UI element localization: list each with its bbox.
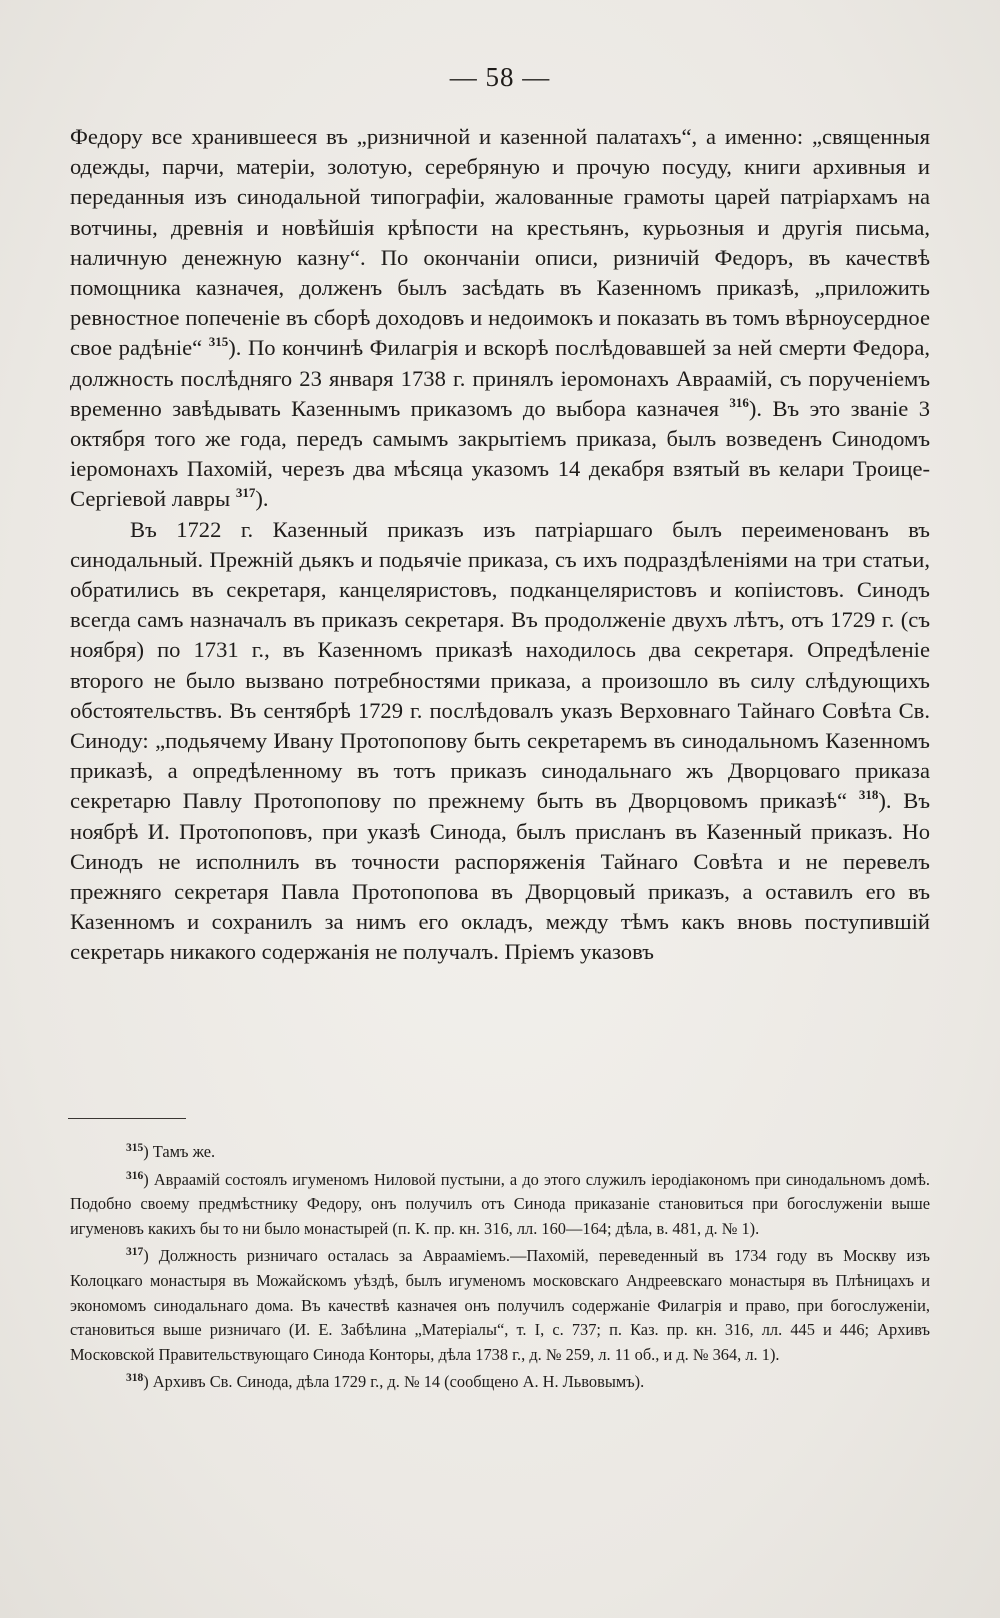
footnotes: [70, 1138, 930, 1395]
main-text: [70, 122, 930, 968]
footnote-ref-318: 318: [858, 787, 879, 803]
footnote-text: ) Должность ризничаго осталась за Аврааміемъ.—Пахомій, переведенный въ 1734 году въ Москву изъ Колоцкаго монастыря въ Можайскомъ уѣздѣ, былъ игуменомъ московскаго Андреевскаго монастыря въ Плѣницахъ и экономомъ синодальнаго дома. Въ качествѣ казначея онъ получилъ содержаніе Филагрія и право, при богослуженіи, становиться выше ризничаго (И. Е. Забѣлина „Матеріалы“, т. I, с. 737; п. Каз. пр. кн. 316, лл. 445 и 446; Архивъ Московской Правительствующаго Синода Конторы, дѣла 1738 г., д. № 259, л. 11 об., и д. № 364, л. 1).: [70, 1246, 930, 1364]
footnote-text: ) Архивъ Св. Синода, дѣла 1729 г., д. № 14 (сообщено А. Н. Львовымъ).: [143, 1372, 645, 1392]
footnote-number: 315: [126, 1142, 144, 1154]
text-segment: ). По кончинѣ Филагрія и вскорѣ послѣдовавшей за ней смерти Федора, должность послѣдняго 23 января 1738 г. принялъ іеромонахъ Авраамій, съ порученіемъ временно завѣдывать Казеннымъ приказомъ до выбора казначея: [70, 335, 930, 421]
paragraph-2: [70, 515, 930, 968]
footnote-divider: [68, 1118, 186, 1119]
text-segment: ). Въ это званіе 3 октября того же года, передъ самымъ закрытіемъ приказа, былъ возведенъ Синодомъ іеромонахъ Пахомій, черезъ два мѣсяца указомъ 14 декабря взятый въ келари Троице-Сергіевой лавры: [70, 395, 931, 512]
footnote-315: [70, 1140, 930, 1165]
text-segment: Въ 1722 г. Казенный приказъ изъ патріаршаго былъ переименованъ въ синодальный. Прежній дьякъ и подьячіе приказа, съ ихъ подраздѣленіями на три статьи, обратились въ секретаря, канцеляристовъ, подканцеляристовъ и копіистовъ. Синодъ всегда самъ назначалъ въ приказъ секретаря. Въ продолженіе двухъ лѣтъ, отъ 1729 г. (съ ноября) по 1731 г., въ Казенномъ приказѣ находилось два секретаря. Опредѣленіе второго не было вызвано потребностями приказа, а произошло въ силу слѣдующихъ обстоятельствъ. Въ сентябрѣ 1729 г. послѣдовалъ указъ Верховнаго Тайнаго Совѣта Св. Синоду: „подьячему Ивану Протопопову быть секретаремъ въ синодальномъ Казенномъ приказѣ, а опредѣленному въ тотъ приказъ синодальнаго жъ Дворцоваго приказа секретарю Павлу Протопопову по прежнему быть въ Дворцовомъ приказѣ“: [70, 516, 930, 814]
page-number: — 58 —: [449, 62, 551, 92]
footnote-number: 317: [126, 1246, 144, 1259]
footnote-number: 316: [126, 1169, 144, 1182]
text-segment: ).: [255, 486, 269, 512]
paragraph-1: [70, 122, 930, 515]
footnote-ref-315: 315: [208, 334, 229, 350]
footnote-ref-317: 317: [235, 485, 256, 501]
footnote-318: [70, 1370, 930, 1395]
footnote-316: [70, 1168, 930, 1242]
text-segment: Федору все хранившееся въ „ризничной и казенной палатахъ“, а именно: „священныя одежды, парчи, матеріи, золотую, серебряную и прочую посуду, книги архивныя и переданныя изъ синодальной типографіи, жалованные грамоты царей патріархамъ на вотчины, древнія и новѣйшія крѣпости на крестьянъ, курьозныя и другія письма, наличную денежную казну“. По окончаніи описи, ризничій Федоръ, въ качествѣ помощника казначея, долженъ былъ засѣдать въ Казенномъ приказѣ, „приложить ревностное попеченіе въ сборѣ доходовъ и недоимокъ и показать въ томъ вѣрноусердное свое радѣніе“: [70, 124, 930, 361]
text-segment: ). Въ ноябрѣ И. Протопоповъ, при указѣ Синода, былъ присланъ въ Казенный приказъ. Но Синодъ не исполнилъ въ точности распоряженія Тайнаго Совѣта и не перевелъ прежняго секретаря Павла Протопопова въ Дворцовый приказъ, а оставилъ его въ Казенномъ и сохранилъ за нимъ его окладъ, между тѣмъ какъ вновь поступившій секретарь никакого содержанія не получалъ. Пріемъ указовъ: [70, 788, 930, 965]
footnote-ref-316: 316: [729, 394, 749, 410]
footnote-317: [70, 1244, 930, 1367]
footnote-text: ) Тамъ же.: [143, 1142, 216, 1161]
footnote-text: ) Авраамій состоялъ игуменомъ Ниловой пустыни, а до этого служилъ іеродіакономъ при синодальномъ домѣ. Подобно своему предмѣстнику Федору, онъ получилъ отъ Синода приказаніе становиться при богослуженіи выше игуменовъ какихъ бы то ни было монастырей (п. К. пр. кн. 316, лл. 160—164; дѣла, в. 481, д. № 1).: [70, 1169, 930, 1238]
footnote-number: 318: [126, 1372, 144, 1385]
